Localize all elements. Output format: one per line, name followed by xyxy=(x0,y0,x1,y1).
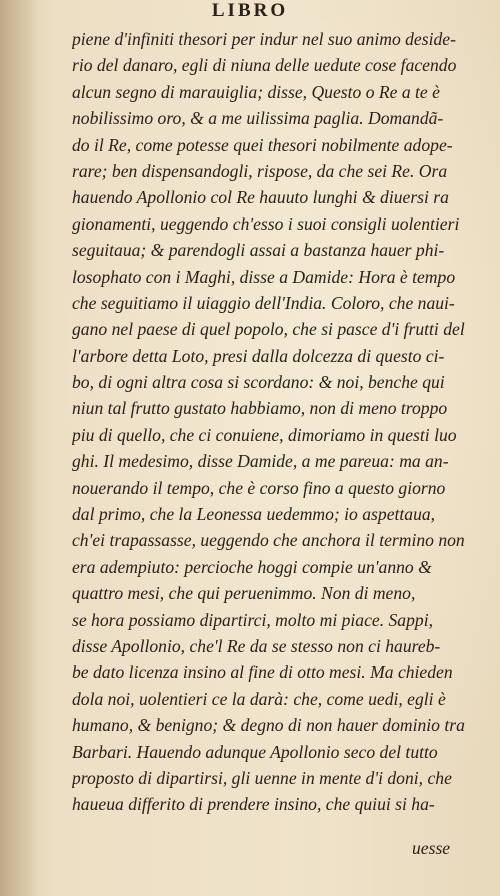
text-line: alcun segno di marauiglia; disse, Questo o Re a te è xyxy=(72,81,440,102)
text-line: piu di quello, che ci conuiene, dimoriamo in questi luo xyxy=(72,424,457,445)
text-line: niun tal frutto gustato habbiamo, non di meno troppo xyxy=(72,398,448,419)
text-line: nobilissimo oro, & a me uilissima paglia. Domandã- xyxy=(72,108,444,129)
text-line: se hora possiamo dipartirci, molto mi piace. Sappi, xyxy=(72,609,433,630)
text-line: ghi. Il medesimo, disse Damide, a me pareua: ma an- xyxy=(72,451,449,472)
text-line: piene d'infiniti thesori per indur nel suo animo deside- xyxy=(72,29,456,49)
text-line: seguitaua; & parendogli assai a bastanza hauer phi- xyxy=(72,240,445,261)
text-line: be dato licenza insino al fine di otto mesi. Ma chieden xyxy=(72,662,453,683)
text-line: Barbari. Hauendo adunque Apollonio seco del tutto xyxy=(72,741,438,762)
catchword: uesse xyxy=(412,838,451,858)
text-line: quattro mesi, che qui peruenimmo. Non di meno, xyxy=(72,583,416,604)
text-line: che seguitiamo il uiaggio dell'India. Coloro, che naui- xyxy=(72,292,455,313)
text-line: dola noi, uolentieri ce la darà: che, come uedi, egli è xyxy=(72,688,446,709)
text-line: gionamenti, ueggendo ch'esso i suoi consigli uolentieri xyxy=(72,213,460,234)
text-line: rare; ben dispensandogli, rispose, da che sei Re. Ora xyxy=(72,160,448,181)
text-line: era adempiuto: percioche hoggi compie un'anno & xyxy=(72,556,432,577)
text-line: disse Apollonio, che'l Re da se stesso non ci haureb- xyxy=(72,635,441,656)
text-line: do il Re, come potesse quei thesori nobilmente adope- xyxy=(72,134,453,155)
text-line: nouerando il tempo, che è corso fino a questo giorno xyxy=(72,477,446,498)
text-line: gano nel paese di quel popolo, che si pasce d'i frutti del xyxy=(72,319,465,340)
text-line: ch'ei trapassasse, ueggendo che anchora il termino non xyxy=(72,530,465,551)
text-line: bo, di ogni altra cosa si scordano: & noi, benche qui xyxy=(72,372,445,393)
text-line: l'arbore detta Loto, presi dalla dolcezza di questo ci- xyxy=(72,345,445,366)
text-line: haueua differito di prendere insino, che quiui si ha- xyxy=(72,794,435,815)
page-gutter-shadow xyxy=(0,0,40,896)
text-line: dal primo, che la Leonessa uedemmo; io aspettaua, xyxy=(72,504,436,525)
text-line: hauendo Apollonio col Re hauuto lunghi & diuersi ra xyxy=(72,187,449,208)
running-title: LIBRO xyxy=(211,0,289,21)
body-text xyxy=(72,26,490,818)
text-line: losophato con i Maghi, disse a Damide: Hora è tempo xyxy=(72,266,456,287)
text-line: humano, & benigno; & degno di non hauer dominio tra xyxy=(72,715,465,736)
text-line: proposto di dipartirsi, gli uenne in mente d'i doni, che xyxy=(72,767,452,788)
text-line: rio del danaro, egli di niuna delle uedute cose facendo xyxy=(72,55,457,76)
